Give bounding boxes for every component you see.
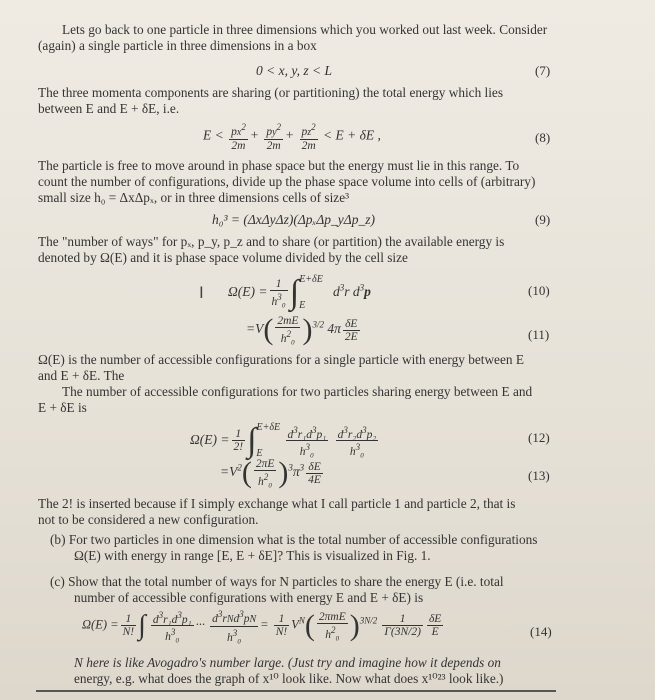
- paragraph-line: small size h₀ = ΔxΔpₓ, or in three dimensions cells of size³: [38, 190, 350, 205]
- equation-number: (8): [535, 130, 551, 145]
- equation-8-rhs: < E + δE ,: [323, 127, 381, 143]
- paragraph-line: The three momenta components are sharing (or partitioning) the total energy which lies: [38, 85, 504, 100]
- equation-number: (7): [535, 63, 551, 78]
- paragraph-line: Ω(E) is the number of accessible configurations for a single particle with energy between E: [38, 352, 524, 367]
- paragraph-line: and E + δE. The: [38, 368, 125, 383]
- paragraph-line: E + δE is: [38, 400, 87, 415]
- question-c-line: (c) Show that the total number of ways for N particles to share the energy E (i.e. total: [50, 574, 504, 589]
- equation-number: (14): [530, 624, 552, 639]
- equation-8-lhs: E <: [203, 127, 224, 143]
- paragraph-line: The 2! is inserted because if I simply exchange what I call particle 1 and particle 2, that is: [38, 496, 516, 511]
- equation-number: (13): [528, 468, 550, 483]
- paragraph-line: Lets go back to one particle in three dimensions which you worked out last week. Consider: [62, 22, 548, 37]
- equation-10: Ω(E) = $\frac{1}{h^3_0}$ $\int_E^{E+\delta E}$ $d^3r$ $d^3p$: [228, 273, 371, 311]
- paragraph-line: The number of accessible configurations for two particles sharing energy between E and: [62, 384, 533, 399]
- paragraph-line: (again) a single particle in three dimensions in a box: [38, 38, 317, 53]
- paragraph-line: The particle is free to move around in phase space but the energy must lie in this range. To: [38, 158, 520, 173]
- paragraph-line: not to be considered a new configuration.: [38, 512, 259, 527]
- equation-8: E < $\frac{px^2}{2m}$ + $\frac{py^2}{2m}$ + $\frac{pz^2}{2m}$ < E + δE ,: [203, 122, 381, 152]
- paragraph-line: denoted by Ω(E) and it is phase space volume divided by the cell size: [38, 250, 408, 265]
- divider: [36, 690, 556, 692]
- paragraph-line: count the number of configurations, divide up the phase space volume into cells of (arbitrary): [38, 174, 536, 189]
- paragraph-line: The "number of ways" for pₓ, p_y, p_z and to share (or partition) the available energy is: [38, 234, 505, 249]
- equation-9: h₀³ = (ΔxΔyΔz)(ΔpₓΔp_yΔp_z): [212, 212, 375, 227]
- equation-number: (10): [528, 283, 550, 298]
- equation-12: Ω(E) = $\frac{1}{2!}$ $\int_E^{E+\delta E}$ $\frac{d^3r_1d^3p_1}{h^3_0}$ $\frac{d^3r_2d^3p_2}{h^3_0}$: [190, 421, 377, 459]
- equation-14: Ω(E) = $\frac{1}{N!}$ ∫ $\frac{d^3r_1d^3p_1}{h^3_0}$ ··· $\frac{d^3rNd^3pN}{h^3_0}$ = $\frac{1}{N!}$ $V^N$( $\frac{\text{2πmE}}{h^2_0}$ )$^{3N/2}$ $\frac{1}{\Gamma(3N/2)}$ $\frac{\delta E}{E}$: [82, 608, 442, 644]
- paragraph-line: N here is like Avogadro's number large. (Just try and imagine how it depends on: [74, 655, 501, 670]
- equation-number: (9): [535, 212, 551, 227]
- equation-number: (11): [528, 327, 550, 342]
- text-cursor-icon: I: [199, 283, 204, 302]
- paragraph-line: between E and E + δE, i.e.: [38, 101, 180, 116]
- paragraph-line: energy, e.g. what does the graph of x¹⁰ look like. Now what does x¹⁰²³ look like.): [74, 671, 504, 686]
- equation-11: =V( $\frac{2mE}{h^2_0}$ )$^{3/2}$ 4π $\frac{\delta E}{2E}$: [246, 313, 358, 346]
- equation-7: 0 < x, y, z < L: [256, 63, 332, 78]
- question-c-line: number of accessible configurations with energy E and E + δE) is: [74, 590, 424, 605]
- question-b-line: (b) For two particles in one dimension what is the total number of accessible configurations: [50, 532, 538, 547]
- question-b-line: Ω(E) with energy in range [E, E + δE]? This is visualized in Fig. 1.: [74, 548, 431, 563]
- equation-13: $=V^2$( $\frac{2\pi E}{h^2_0}$ )$^3\pi^3$ $\frac{\delta E}{4E}$: [220, 456, 321, 489]
- equation-number: (12): [528, 430, 550, 445]
